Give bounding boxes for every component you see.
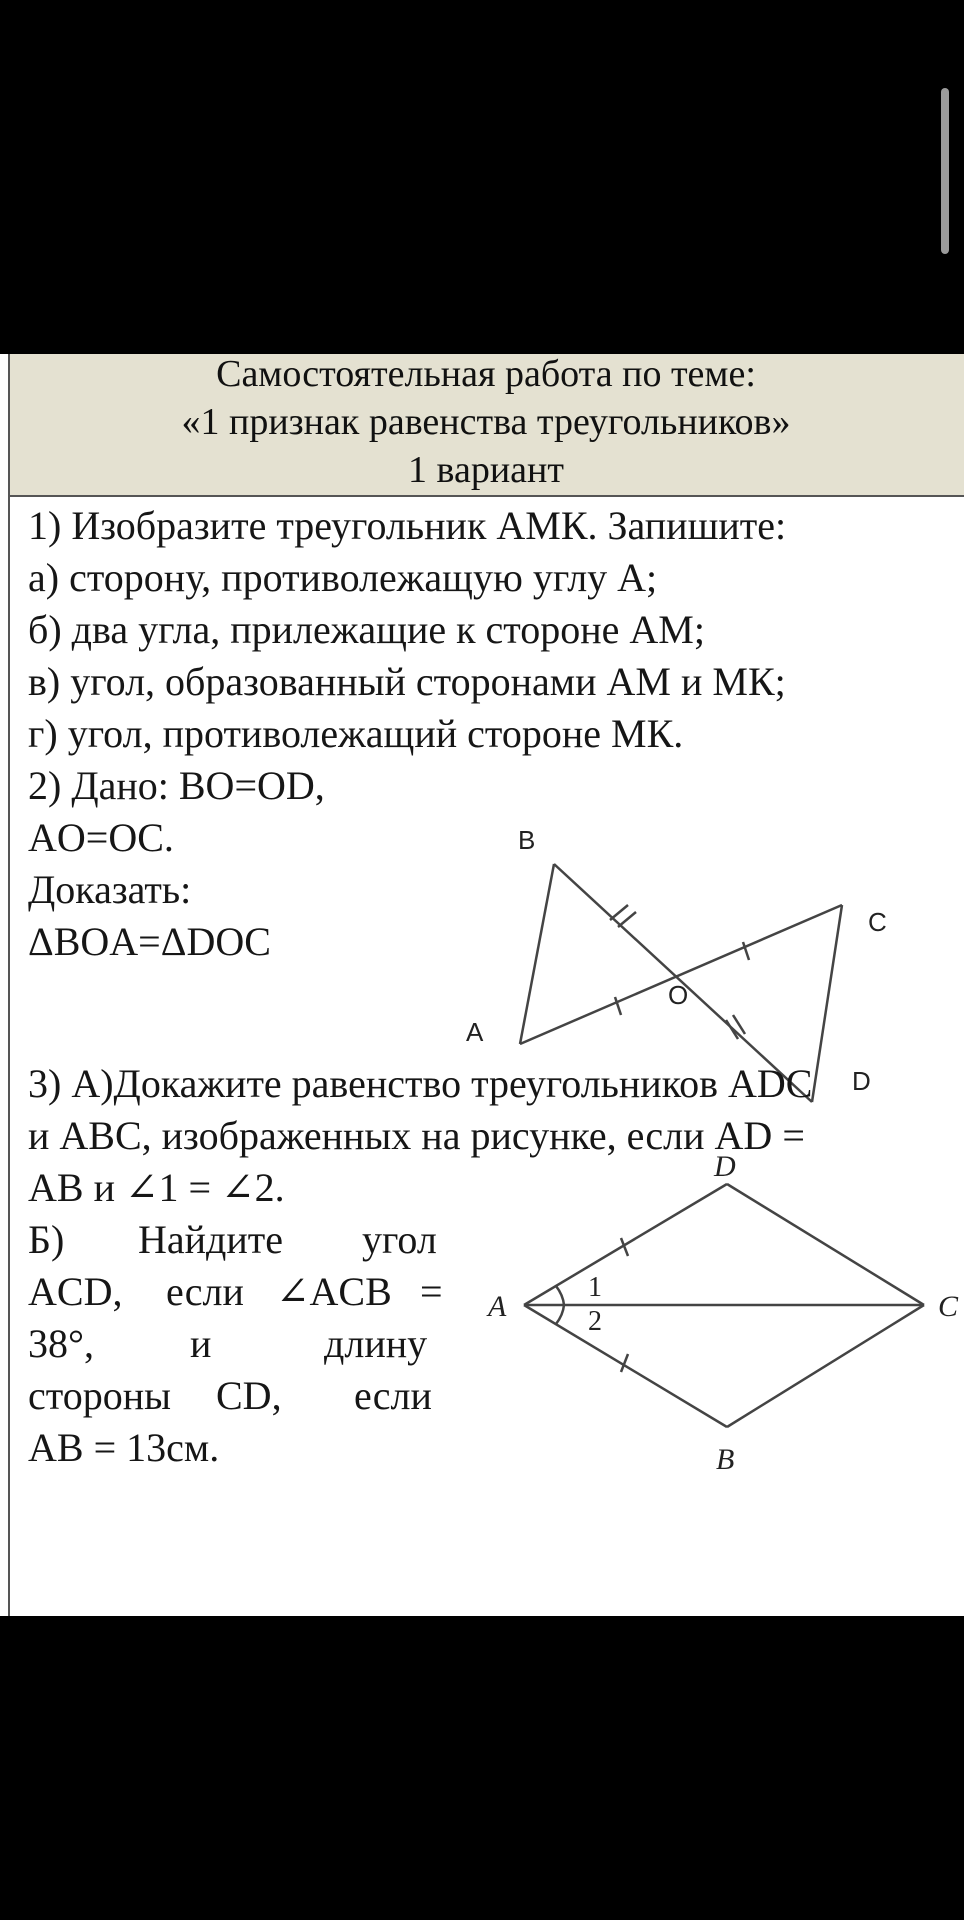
task3b-w9: и [190, 1321, 212, 1366]
segment-dc [727, 1184, 924, 1305]
worksheet-page [0, 354, 964, 1616]
task2-given-2: AO=OC. [28, 815, 174, 860]
segment-ab [524, 1305, 727, 1427]
label-o: O [668, 980, 689, 1010]
task3b-w13: если [354, 1373, 432, 1418]
task3-line3: AB и ∠1 = ∠2. [28, 1165, 285, 1210]
task2-prove-label: Доказать: [28, 867, 192, 912]
label-d: D [852, 1066, 871, 1096]
task3-figure [460, 1154, 960, 1534]
task1-title: 1) Изобразите треугольник АМК. Запишите: [28, 503, 787, 548]
label-angle-2: 2 [588, 1306, 602, 1337]
task3-line1: 3) А)Докажите равенство треугольников ADC [28, 1061, 813, 1106]
label-angle-1: 1 [588, 1272, 602, 1303]
label-b: B [716, 1443, 735, 1476]
task1-item-b: б) два угла, прилежащие к стороне АМ; [28, 607, 705, 652]
label-d: D [714, 1154, 736, 1183]
task3b-w8: 38°, [28, 1321, 94, 1366]
task2-given: 2) Дано: BO=OD, [28, 763, 325, 808]
task3b-w1: Б) [28, 1217, 65, 1262]
task3b-w7: = [420, 1269, 443, 1314]
label-a: A [466, 1017, 484, 1047]
label-b: B [518, 825, 536, 855]
segment-ba [520, 864, 554, 1044]
task3b-w5: если [166, 1269, 244, 1314]
header-variant: 1 вариант [408, 449, 564, 491]
label-c: C [868, 907, 887, 937]
worksheet-header [8, 354, 964, 497]
scroll-indicator[interactable] [941, 88, 949, 254]
task3b-w10: длину [324, 1321, 428, 1366]
segment-ad [524, 1184, 727, 1305]
task3b-w12: CD, [216, 1373, 282, 1418]
task3b-w4: ACD, [28, 1269, 123, 1314]
task1-item-c: в) угол, образованный сторонами АМ и МК; [28, 659, 786, 704]
task1-item-d: г) угол, противолежащий стороне МК. [28, 711, 684, 756]
segment-ac [520, 905, 842, 1044]
segment-cd [812, 905, 842, 1102]
label-c: C [938, 1290, 959, 1323]
header-title: Самостоятельная работа по теме: [216, 353, 756, 395]
task3b-w11: стороны [28, 1373, 171, 1418]
segment-bc [727, 1305, 924, 1427]
task2-statement: ΔBOA=ΔDOC [28, 919, 271, 964]
task3b-w14: AB = 13см. [28, 1425, 220, 1470]
label-a: A [488, 1290, 507, 1323]
task3b-w3: угол [362, 1217, 437, 1262]
task3b-w6: ∠ACB [276, 1269, 392, 1314]
page-border [8, 354, 10, 1616]
header-topic: «1 признак равенства треугольников» [181, 401, 791, 443]
task3-line2: и ABC, изображенных на рисунке, если AD = [28, 1113, 805, 1158]
task3b-w2: Найдите [138, 1217, 284, 1262]
task1-item-a: а) сторону, противолежащую углу А; [28, 555, 658, 600]
